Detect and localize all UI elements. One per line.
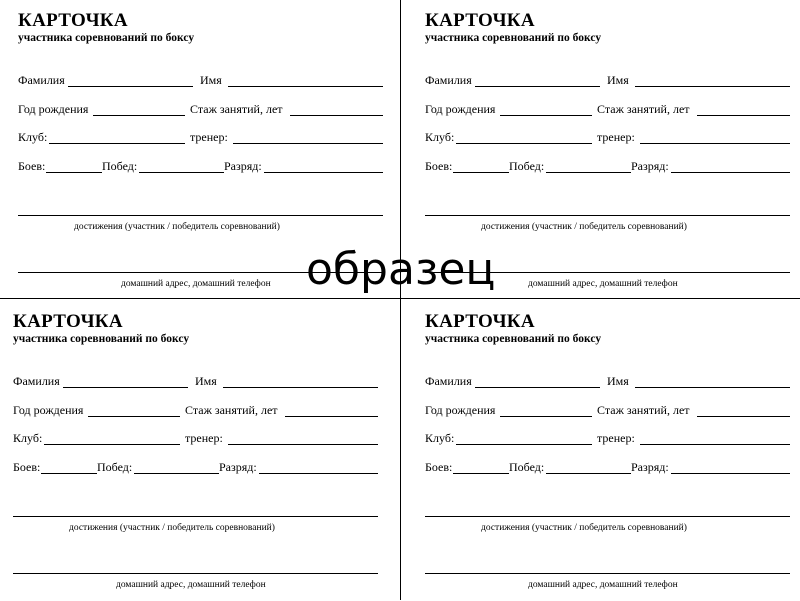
bouts-wins-rank-row: [18, 159, 390, 175]
card-title: КАРТОЧКА: [425, 311, 535, 332]
coach-label: тренер:: [597, 431, 635, 445]
address-caption: домашний адрес, домашний телефон: [528, 580, 678, 590]
surname-field[interactable]: [63, 387, 188, 388]
experience-label: Стаж занятий, лет: [597, 102, 690, 116]
bouts-wins-rank-row: [13, 460, 385, 476]
experience-field[interactable]: [697, 115, 790, 116]
wins-label: Побед:: [102, 159, 138, 173]
rank-field[interactable]: [671, 172, 790, 173]
sample-watermark: образец: [306, 244, 496, 295]
club-coach-row: [13, 431, 385, 447]
card-title: КАРТОЧКА: [425, 10, 535, 31]
club-field[interactable]: [49, 143, 185, 144]
name-field[interactable]: [223, 387, 378, 388]
experience-field[interactable]: [290, 115, 383, 116]
card-subtitle: участника соревнований по боксу: [13, 333, 190, 345]
coach-label: тренер:: [185, 431, 223, 445]
achievements-caption: достижения (участник / победитель соревнований): [481, 222, 687, 232]
bouts-wins-rank-row: [425, 460, 797, 476]
rank-label: Разряд:: [631, 460, 669, 474]
card-subtitle: участника соревнований по боксу: [425, 333, 602, 345]
birth-year-field[interactable]: [88, 416, 180, 417]
surname-name-row: [425, 73, 797, 89]
experience-label: Стаж занятий, лет: [185, 403, 278, 417]
address-field[interactable]: [425, 573, 790, 574]
bouts-wins-rank-row: [425, 159, 797, 175]
club-field[interactable]: [456, 143, 592, 144]
rank-label: Разряд:: [631, 159, 669, 173]
birth-year-label: Год рождения: [425, 102, 496, 116]
name-label: Имя: [607, 374, 629, 388]
bouts-field[interactable]: [41, 473, 97, 474]
bouts-label: Боев:: [18, 159, 46, 173]
bouts-label: Боев:: [425, 159, 453, 173]
surname-label: Фамилия: [425, 374, 472, 388]
name-field[interactable]: [635, 387, 790, 388]
achievements-caption: достижения (участник / победитель соревнований): [69, 523, 275, 533]
address-field[interactable]: [13, 573, 378, 574]
coach-field[interactable]: [640, 444, 790, 445]
rank-field[interactable]: [259, 473, 378, 474]
club-field[interactable]: [44, 444, 180, 445]
name-field[interactable]: [635, 86, 790, 87]
club-coach-row: [425, 130, 797, 146]
rank-label: Разряд:: [219, 460, 257, 474]
surname-field[interactable]: [475, 86, 600, 87]
achievements-field[interactable]: [425, 516, 790, 517]
birth-year-label: Год рождения: [13, 403, 84, 417]
surname-label: Фамилия: [13, 374, 60, 388]
achievements-caption: достижения (участник / победитель соревнований): [481, 523, 687, 533]
rank-field[interactable]: [671, 473, 790, 474]
experience-field[interactable]: [697, 416, 790, 417]
wins-label: Побед:: [509, 460, 545, 474]
wins-label: Побед:: [97, 460, 133, 474]
card-subtitle: участника соревнований по боксу: [425, 32, 602, 44]
wins-label: Побед:: [509, 159, 545, 173]
bouts-field[interactable]: [453, 473, 509, 474]
surname-field[interactable]: [68, 86, 193, 87]
birth-year-field[interactable]: [93, 115, 185, 116]
club-label: Клуб:: [18, 130, 48, 144]
experience-label: Стаж занятий, лет: [597, 403, 690, 417]
name-label: Имя: [200, 73, 222, 87]
bouts-label: Боев:: [425, 460, 453, 474]
address-caption: домашний адрес, домашний телефон: [121, 279, 271, 289]
achievements-field[interactable]: [425, 215, 790, 216]
bouts-field[interactable]: [46, 172, 102, 173]
club-label: Клуб:: [425, 130, 455, 144]
surname-label: Фамилия: [18, 73, 65, 87]
card-bottom-left: [13, 311, 385, 601]
bouts-field[interactable]: [453, 172, 509, 173]
name-label: Имя: [195, 374, 217, 388]
wins-field[interactable]: [546, 172, 631, 173]
rank-field[interactable]: [264, 172, 383, 173]
card-bottom-right: [425, 311, 797, 601]
coach-label: тренер:: [597, 130, 635, 144]
birth-year-field[interactable]: [500, 416, 592, 417]
card-title: КАРТОЧКА: [13, 311, 123, 332]
surname-field[interactable]: [475, 387, 600, 388]
achievements-field[interactable]: [13, 516, 378, 517]
club-label: Клуб:: [425, 431, 455, 445]
surname-name-row: [18, 73, 390, 89]
coach-field[interactable]: [228, 444, 378, 445]
wins-field[interactable]: [546, 473, 631, 474]
club-field[interactable]: [456, 444, 592, 445]
birth-experience-row: [425, 102, 797, 118]
card-title: КАРТОЧКА: [18, 10, 128, 31]
address-caption: домашний адрес, домашний телефон: [116, 580, 266, 590]
rank-label: Разряд:: [224, 159, 262, 173]
birth-experience-row: [18, 102, 390, 118]
experience-label: Стаж занятий, лет: [190, 102, 283, 116]
surname-name-row: [13, 374, 385, 390]
coach-field[interactable]: [233, 143, 383, 144]
surname-name-row: [425, 374, 797, 390]
name-label: Имя: [607, 73, 629, 87]
birth-experience-row: [13, 403, 385, 419]
coach-label: тренер:: [190, 130, 228, 144]
club-coach-row: [425, 431, 797, 447]
club-label: Клуб:: [13, 431, 43, 445]
bouts-label: Боев:: [13, 460, 41, 474]
birth-experience-row: [425, 403, 797, 419]
achievements-caption: достижения (участник / победитель соревнований): [74, 222, 280, 232]
card-subtitle: участника соревнований по боксу: [18, 32, 195, 44]
experience-field[interactable]: [285, 416, 378, 417]
vertical-cut-line: [400, 0, 401, 600]
achievements-field[interactable]: [18, 215, 383, 216]
wins-field[interactable]: [139, 172, 224, 173]
surname-label: Фамилия: [425, 73, 472, 87]
address-caption: домашний адрес, домашний телефон: [528, 279, 678, 289]
birth-year-label: Год рождения: [18, 102, 89, 116]
club-coach-row: [18, 130, 390, 146]
coach-field[interactable]: [640, 143, 790, 144]
birth-year-field[interactable]: [500, 115, 592, 116]
name-field[interactable]: [228, 86, 383, 87]
wins-field[interactable]: [134, 473, 219, 474]
birth-year-label: Год рождения: [425, 403, 496, 417]
